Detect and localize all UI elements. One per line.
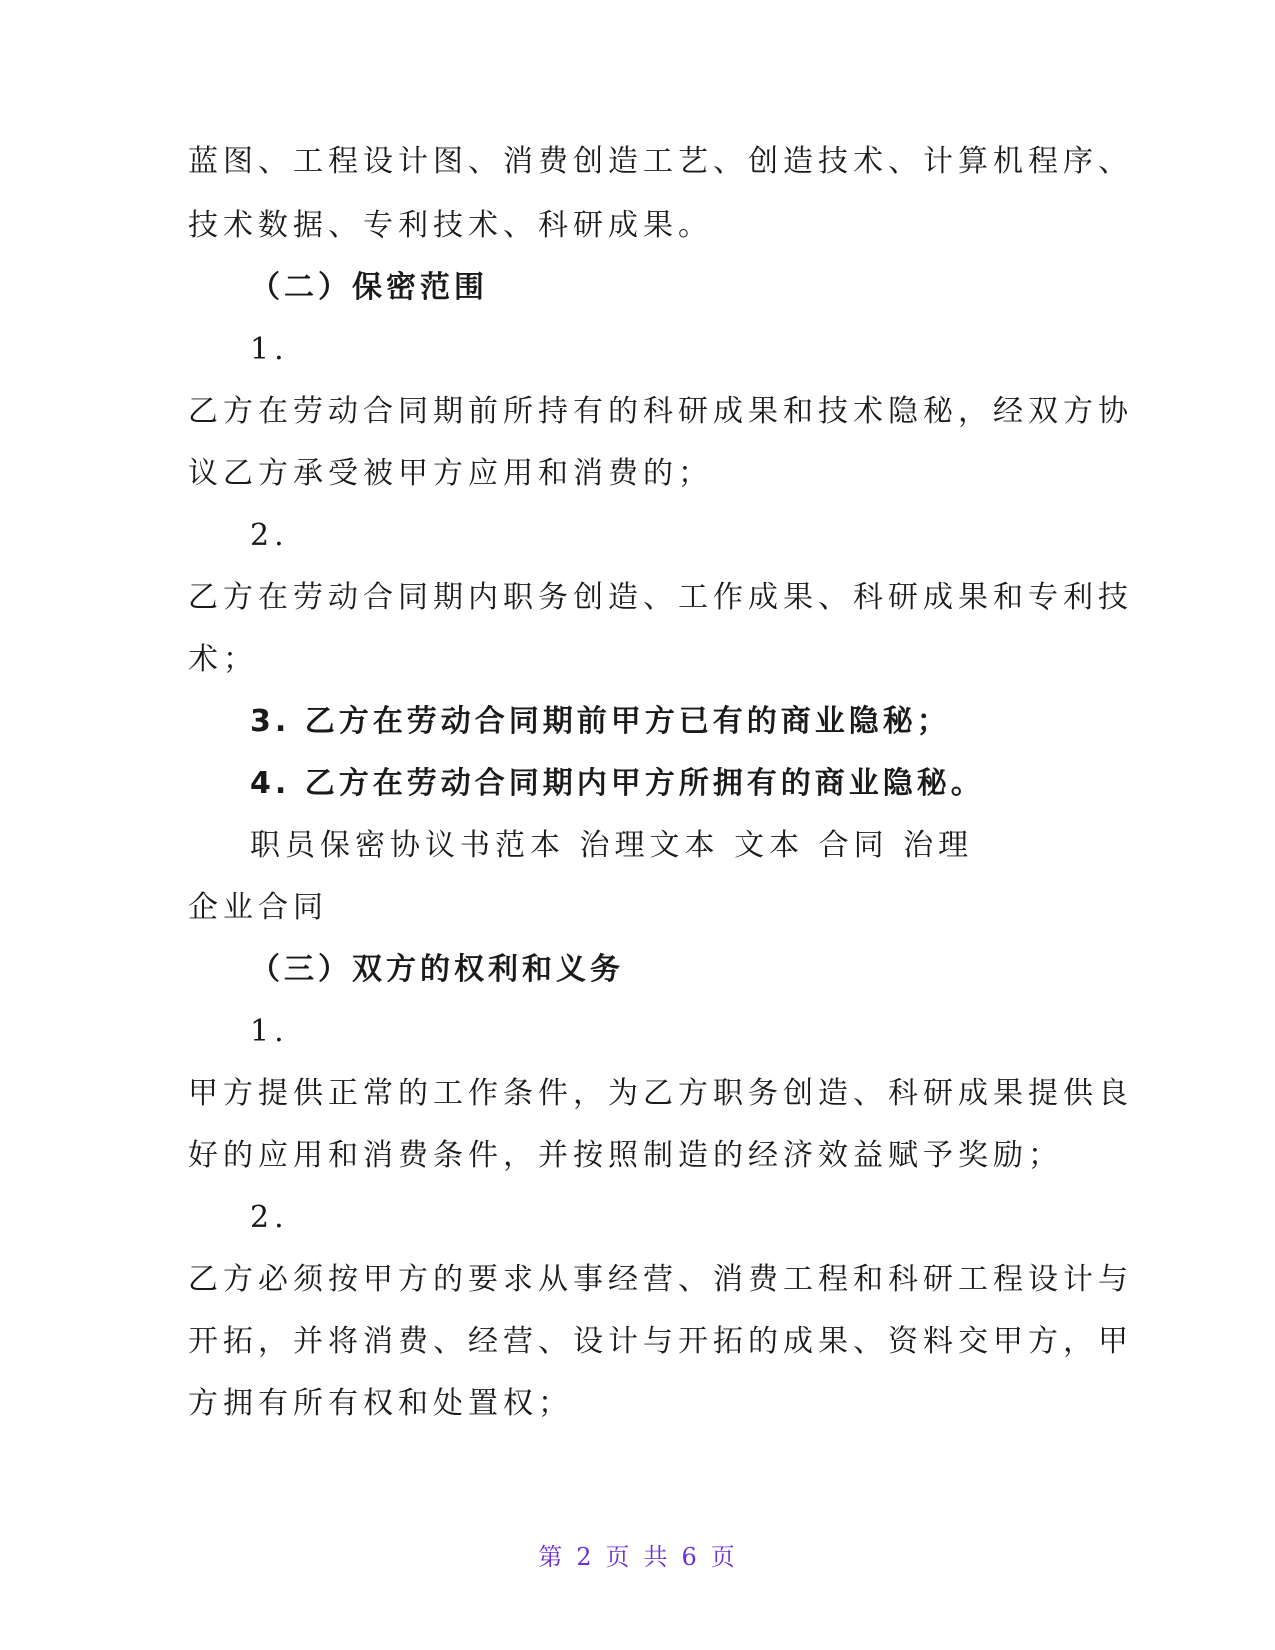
footer-page-number: 2: [576, 1543, 594, 1571]
list-number: 2.: [250, 518, 289, 553]
paragraph-line: 乙方在劳动合同期前所持有的科研成果和技术隐秘，经双方协: [188, 394, 1133, 429]
list-number: 2.: [250, 1200, 289, 1235]
footer-suffix: 页: [710, 1543, 737, 1571]
paragraph-line: 好的应用和消费条件，并按照制造的经济效益赋予奖励；: [188, 1138, 1063, 1173]
list-item-bold: 3. 乙方在劳动合同期前甲方已有的商业隐秘；: [250, 704, 951, 739]
keyword-line: 职员保密协议书范本 治理文本 文本 合同 治理: [250, 828, 974, 863]
paragraph-line: 开拓，并将消费、经营、设计与开拓的成果、资料交甲方，甲: [188, 1324, 1133, 1359]
page-footer: [0, 1537, 1275, 1572]
paragraph-line: 术；: [188, 642, 258, 677]
section-heading: （二）保密范围: [250, 270, 488, 305]
paragraph-line: 技术数据、专利技术、科研成果。: [188, 208, 713, 243]
paragraph-line: 乙方必须按甲方的要求从事经营、消费工程和科研工程设计与: [188, 1262, 1133, 1297]
list-item-bold: 4. 乙方在劳动合同期内甲方所拥有的商业隐秘。: [250, 766, 985, 801]
keyword-line: 企业合同: [188, 890, 328, 925]
paragraph-line: 蓝图、工程设计图、消费创造工艺、创造技术、计算机程序、: [188, 144, 1133, 179]
footer-prefix: 第: [538, 1543, 565, 1571]
paragraph-line: 乙方在劳动合同期内职务创造、工作成果、科研成果和专利技: [188, 580, 1133, 615]
list-number: 1.: [250, 1014, 289, 1049]
paragraph-line: 议乙方承受被甲方应用和消费的；: [188, 456, 713, 491]
list-number: 1.: [250, 332, 289, 367]
footer-total-word: 共: [643, 1543, 670, 1571]
footer-total-pages: 6: [681, 1543, 699, 1571]
footer-page-word: 页: [605, 1543, 632, 1571]
paragraph-line: 甲方提供正常的工作条件，为乙方职务创造、科研成果提供良: [188, 1076, 1133, 1111]
section-heading: （三）双方的权利和义务: [250, 952, 624, 987]
paragraph-line: 方拥有所有权和处置权；: [188, 1386, 573, 1421]
